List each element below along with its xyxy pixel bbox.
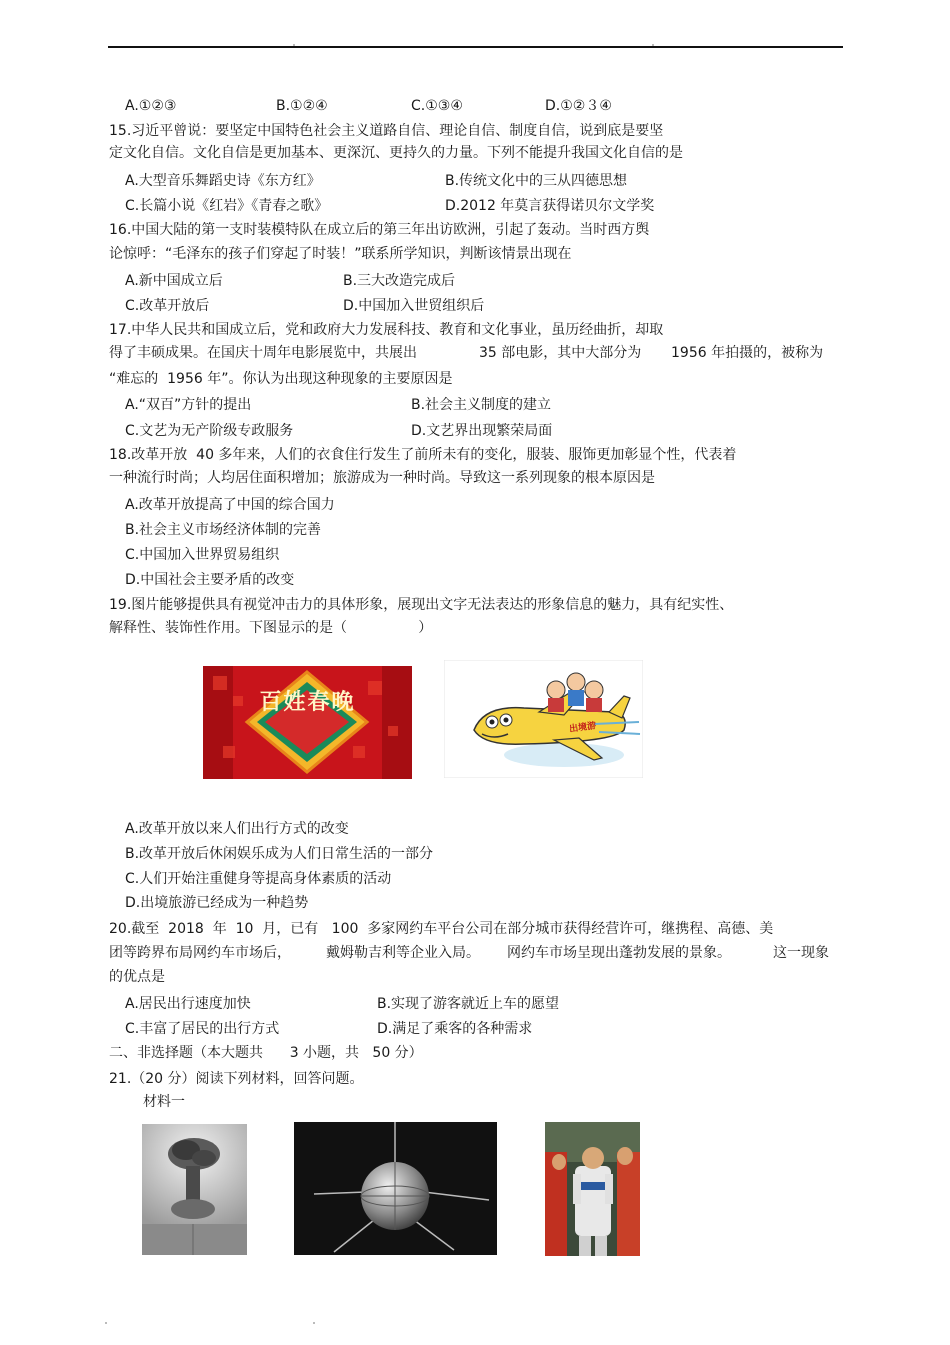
q21-stem: 21.（20 分）阅读下列材料，回答问题。 bbox=[109, 1071, 364, 1087]
q14-option-b: B.①②④ bbox=[276, 98, 328, 114]
scan-dot bbox=[652, 44, 654, 46]
q16-option-a: A.新中国成立后 bbox=[125, 273, 223, 289]
q20-stem-line2d: 这一现象 bbox=[773, 945, 829, 961]
q19-option-c: C.人们开始注重健身等提高身体素质的活动 bbox=[125, 871, 392, 887]
spring-gala-title: 百姓春晚 bbox=[259, 690, 356, 715]
q18-option-c: C.中国加入世界贸易组织 bbox=[125, 547, 280, 563]
q17-option-d: D.文艺界出现繁荣局面 bbox=[411, 423, 553, 439]
q16-stem-line2: 论惊呼：“毛泽东的孩子们穿起了时装！”联系所学知识，判断该情景出现在 bbox=[109, 246, 572, 262]
q15-option-d: D.2012 年莫言获得诺贝尔文学奖 bbox=[445, 198, 655, 214]
q18-stem-line1: 18.改革开放 40 多年来，人们的衣食住行发生了前所未有的变化，服装、服饰更加彰显个性，代表着 bbox=[109, 447, 737, 463]
q16-option-c: C.改革开放后 bbox=[125, 298, 210, 314]
q20-option-a: A.居民出行速度加快 bbox=[125, 996, 251, 1012]
satellite-photo bbox=[294, 1122, 497, 1255]
q19-stem-line1: 19.图片能够提供具有视觉冲击力的具体形象，展现出文字无法表达的形象信息的魅力，具有纪实性、 bbox=[109, 597, 734, 613]
q15-stem-line1: 15.习近平曾说：要坚定中国特色社会主义道路自信、理论自信、制度自信，说到底是要坚 bbox=[109, 123, 664, 139]
outbound-travel-cartoon bbox=[444, 660, 643, 778]
q20-stem-line3: 的优点是 bbox=[109, 969, 165, 985]
q19-option-a: A.改革开放以来人们出行方式的改变 bbox=[125, 821, 349, 837]
scan-dot bbox=[293, 44, 295, 46]
q16-option-b: B.三大改造完成后 bbox=[343, 273, 456, 289]
section-heading: 二、非选择题（本大题共 3 小题，共 50 分） bbox=[109, 1045, 423, 1061]
q21-material-label: 材料一 bbox=[143, 1094, 185, 1110]
q16-option-d: D.中国加入世贸组织后 bbox=[343, 298, 485, 314]
q14-option-a: A.①②③ bbox=[125, 98, 177, 114]
q20-option-b: B.实现了游客就近上车的愿望 bbox=[377, 996, 560, 1012]
q18-stem-line2: 一种流行时尚；人均居住面积增加；旅游成为一种时尚。导致这一系列现象的根本原因是 bbox=[109, 470, 655, 486]
q17-stem-line3: “难忘的 1956 年”。你认为出现这种现象的主要原因是 bbox=[109, 371, 453, 387]
q14-option-c: C.①③④ bbox=[411, 98, 463, 114]
q20-stem-line2b: 戴姆勒吉利等企业入局。 bbox=[326, 945, 480, 961]
scan-dot bbox=[105, 1322, 107, 1324]
q19-option-d: D.出境旅游已经成为一种趋势 bbox=[125, 895, 309, 911]
q20-option-d: D.满足了乘客的各种需求 bbox=[377, 1021, 533, 1037]
q15-option-c: C.长篇小说《红岩》《青春之歌》 bbox=[125, 198, 329, 214]
q19-option-b: B.改革开放后休闲娱乐成为人们日常生活的一部分 bbox=[125, 846, 434, 862]
q20-stem-line2c: 网约车市场呈现出蓬勃发展的景象。 bbox=[507, 945, 731, 961]
q17-stem-line2a: 得了丰硕成果。在国庆十周年电影展览中，共展出 bbox=[109, 345, 417, 361]
q17-stem-line2b: 35 部电影，其中大部分为 bbox=[479, 345, 642, 361]
q20-stem-line2a: 团等跨界布局网约车市场后， bbox=[109, 945, 291, 961]
header-rule bbox=[108, 46, 843, 48]
q15-stem-line2: 定文化自信。文化自信是更加基本、更深沉、更持久的力量。下列不能提升我国文化自信的是 bbox=[109, 145, 683, 161]
q17-option-b: B.社会主义制度的建立 bbox=[411, 397, 552, 413]
astronaut-photo bbox=[545, 1122, 640, 1256]
q17-stem-line1: 17.中华人民共和国成立后，党和政府大力发展科技、教育和文化事业，虽历经曲折，却取 bbox=[109, 322, 664, 338]
q18-option-b: B.社会主义市场经济体制的完善 bbox=[125, 522, 322, 538]
outbound-travel-label: 出境游 bbox=[568, 721, 597, 735]
q15-option-b: B.传统文化中的三从四德思想 bbox=[445, 173, 628, 189]
scan-dot bbox=[313, 1322, 315, 1324]
q20-stem-line1: 20.截至 2018 年 10 月，已有 100 多家网约车平台公司在部分城市获得经营许可，继携程、高德、美 bbox=[109, 921, 774, 937]
mushroom-cloud-photo bbox=[142, 1124, 247, 1255]
q17-option-c: C.文艺为无产阶级专政服务 bbox=[125, 423, 294, 439]
q17-option-a: A.“双百”方针的提出 bbox=[125, 397, 252, 413]
q18-option-d: D.中国社会主要矛盾的改变 bbox=[125, 572, 295, 588]
q18-option-a: A.改革开放提高了中国的综合国力 bbox=[125, 497, 335, 513]
q14-option-d: D.①②３④ bbox=[545, 98, 612, 114]
q17-stem-line2c: 1956 年拍摄的，被称为 bbox=[671, 345, 824, 361]
q20-option-c: C.丰富了居民的出行方式 bbox=[125, 1021, 280, 1037]
spring-gala-image bbox=[203, 666, 412, 779]
q15-option-a: A.大型音乐舞蹈史诗《东方红》 bbox=[125, 173, 321, 189]
q19-stem-line2: 解释性、装饰性作用。下图显示的是（ ） bbox=[109, 620, 433, 636]
q16-stem-line1: 16.中国大陆的第一支时装模特队在成立后的第三年出访欧洲，引起了轰动。当时西方舆 bbox=[109, 222, 650, 238]
